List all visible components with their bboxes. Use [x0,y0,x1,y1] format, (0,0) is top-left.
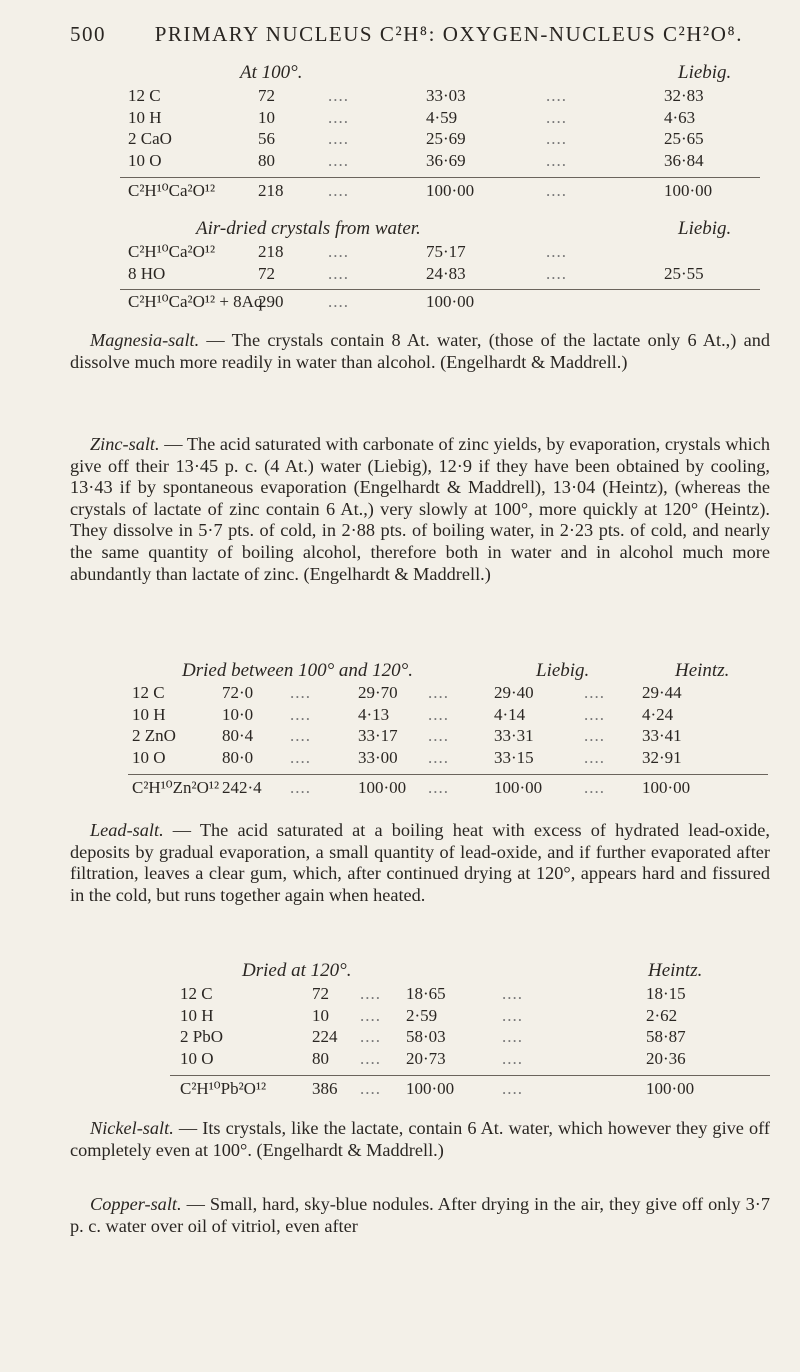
table4-rule [170,1075,770,1076]
leader-dots: .... [502,984,523,1003]
leader-dots: .... [290,778,311,797]
table3-row [132,705,772,727]
table3-cell: 72·0 [222,683,254,702]
table4-cell: 10 [312,1005,329,1025]
leader-dots: .... [428,704,449,724]
table3-row [132,748,772,770]
running-header [70,22,770,47]
leader-dots: .... [328,292,349,311]
table4-row [180,1049,780,1071]
leader-dots: .... [290,704,311,724]
page-number: 500 [70,22,106,46]
copper-salt-paragraph [70,1194,770,1237]
leader-dots: .... [502,1027,523,1046]
lead-salt-lead: Lead-salt. [90,820,164,840]
table2-cell: 25·55 [664,263,704,283]
table3-cell: 12 C [132,683,165,702]
table1-cell: 36·84 [664,150,704,170]
table3-cell: 4·13 [358,704,390,724]
copper-salt-text: — Small, hard, sky-blue nodules. After drying in the air, they give off only 3·7 p. c. water over oil of vitriol, even after [70,1194,770,1236]
table2-cell: 75·17 [426,242,466,261]
table4-total-cell: 100·00 [646,1079,695,1098]
table3-total-cell: 100·00 [642,778,691,797]
table4-cell: 2·62 [646,1005,678,1025]
leader-dots: .... [546,181,567,200]
leader-dots: .... [502,1005,523,1025]
table1-total-cell: 100·00 [426,181,475,200]
table1-rule [120,177,760,178]
table2-cell: 24·83 [426,263,466,283]
table4-heading-heintz: Heintz. [648,960,703,981]
leader-dots: .... [546,86,567,105]
zinc-salt-paragraph [70,434,770,585]
table4-cell: 58·87 [646,1027,686,1046]
leader-dots: .... [502,1048,523,1068]
table2-row [128,242,768,264]
table3-total-cell: 242·4 [222,778,262,797]
table1-cell: 4·63 [664,107,696,127]
leader-dots: .... [360,1079,381,1098]
leader-dots: .... [546,150,567,170]
table1-row [128,129,768,151]
table4-cell: 18·15 [646,984,686,1003]
table3-total-cell: C²H¹⁰Zn²O¹² [132,778,220,797]
table2-cell: 8 HO [128,263,166,283]
table1-cell: 10 [258,107,275,127]
table3-row [132,683,772,705]
leader-dots: .... [328,86,349,105]
table3-row [132,726,772,748]
leader-dots: .... [328,150,349,170]
table3-cell: 33·15 [494,747,534,767]
table1-cell: 10 H [128,107,162,127]
table3-cell: 29·44 [642,683,682,702]
leader-dots: .... [546,129,567,148]
table1-total-cell: 218 [258,181,284,200]
table2-cell: 72 [258,263,275,283]
table1-cell: 25·69 [426,129,466,148]
table1-cell: 56 [258,129,275,148]
table3-total-row [132,778,772,800]
table3-cell: 33·17 [358,726,398,745]
table1-total-row [128,181,768,203]
table4-cell: 20·36 [646,1048,686,1068]
leader-dots: .... [502,1079,523,1098]
table1-total [128,181,768,203]
table3-cell: 33·41 [642,726,682,745]
table3-cell: 32·91 [642,747,682,767]
table4-cell: 80 [312,1048,329,1068]
table4-cell: 10 O [180,1048,214,1068]
copper-salt-lead: Copper-salt. [90,1194,182,1214]
leader-dots: .... [546,242,567,261]
table1-row [128,151,768,173]
table4-total-cell: 100·00 [406,1079,455,1098]
table3-total [132,778,772,800]
table3-total-cell: 100·00 [494,778,543,797]
table1-heading: At 100°. [240,62,303,83]
leader-dots: .... [584,704,605,724]
table4-row [180,1006,780,1028]
table3-total-cell: 100·00 [358,778,407,797]
leader-dots: .... [428,683,449,702]
table4-total [180,1079,780,1101]
table3-heading: Dried between 100° and 120°. [182,660,414,681]
zinc-salt-lead: Zinc-salt. [90,434,160,454]
leader-dots: .... [328,181,349,200]
magnesia-salt-lead: Magnesia-salt. [90,330,200,350]
table4-cell: 20·73 [406,1048,446,1068]
table4-row [180,984,780,1006]
leader-dots: .... [584,683,605,702]
table3-cell: 80·4 [222,726,254,745]
leader-dots: .... [360,984,381,1003]
zinc-salt-text: — The acid saturated with carbonate of zinc yields, by evaporation, crystals which give off their 13·45 p. c. (4 At.) water (Liebig), 12·9 if they have been obtained by cooling, 13·43 if by spontaneous evaporation (Engelhardt & Maddrell), 13·04 (Heintz), (whereas the crystals of lactate of zinc contain 6 At.,) very slowly at 100°, more quickly at 120° (Heintz). They dissolve in 5·7 pts. of cold, in 2·88 pts. of boiling water, in 2·23 pts. of cold, and nearly the same quantity of boiling alcohol, therefore both in water and in alcohol much more abundantly than lactate of zinc. (Engelhardt & Maddrell.) [70,434,770,584]
table1-cell: 80 [258,150,275,170]
leader-dots: .... [328,129,349,148]
table1-heading-liebig: Liebig. [678,62,732,83]
table1-cell: 32·83 [664,86,704,105]
table4-cell: 2 PbO [180,1027,223,1046]
table3-rule [128,774,768,775]
table1-cell: 2 CaO [128,129,172,148]
table2-total-cell: C²H¹⁰Ca²O¹² + 8Aq [128,292,263,311]
leader-dots: .... [328,242,349,261]
leader-dots: .... [584,778,605,797]
running-title: PRIMARY NUCLEUS C²H⁸: OXYGEN-NUCLEUS C²H²O⁸. [154,22,743,46]
lead-salt-paragraph [70,820,770,906]
table2-total-cell: 290 [258,292,284,311]
table3-cell: 29·40 [494,683,534,702]
leader-dots: .... [328,107,349,127]
leader-dots: .... [584,726,605,745]
table4-total-cell: 386 [312,1079,338,1098]
table1-total-cell: 100·00 [664,181,713,200]
table1-cell: 33·03 [426,86,466,105]
table3-rows [132,683,772,769]
leader-dots: .... [360,1027,381,1046]
leader-dots: .... [360,1048,381,1068]
table3-cell: 4·14 [494,704,526,724]
table2-heading-liebig: Liebig. [678,218,732,239]
magnesia-salt-paragraph [70,330,770,373]
table2-total-cell: 100·00 [426,292,475,311]
table2-rule [120,289,760,290]
table4-total-row [180,1079,780,1101]
table1-cell: 36·69 [426,150,466,170]
table3-cell: 2 ZnO [132,726,176,745]
table3-cell: 4·24 [642,704,674,724]
table4-row [180,1027,780,1049]
table4-total-cell: C²H¹⁰Pb²O¹² [180,1079,267,1098]
leader-dots: .... [546,263,567,283]
table4-cell: 58·03 [406,1027,446,1046]
table1-cell: 10 O [128,150,162,170]
leader-dots: .... [290,747,311,767]
table4-heading: Dried at 120°. [242,960,352,981]
table2-cell: C²H¹⁰Ca²O¹² [128,242,216,261]
table3-heading-liebig: Liebig. [536,660,590,681]
table1-total-cell: C²H¹⁰Ca²O¹² [128,181,216,200]
table2-rows [128,242,768,285]
table3-cell: 10·0 [222,704,254,724]
table2-total [128,292,768,314]
leader-dots: .... [428,747,449,767]
table2-heading: Air-dried crystals from water. [196,218,421,239]
table3-cell: 80·0 [222,747,254,767]
leader-dots: .... [290,683,311,702]
leader-dots: .... [328,263,349,283]
table1-cell: 4·59 [426,107,458,127]
table1-row [128,86,768,108]
table3-cell: 29·70 [358,683,398,702]
table3-cell: 33·31 [494,726,534,745]
table4-cell: 224 [312,1027,338,1046]
table3-heading-heintz: Heintz. [675,660,730,681]
table1-cell: 12 C [128,86,161,105]
leader-dots: .... [428,726,449,745]
table2-cell: 218 [258,242,284,261]
leader-dots: .... [290,726,311,745]
table4-cell: 2·59 [406,1005,438,1025]
table2-total-row [128,292,768,314]
nickel-salt-lead: Nickel-salt. [90,1118,174,1138]
leader-dots: .... [584,747,605,767]
table1-rows [128,86,768,172]
table1-row [128,108,768,130]
table4-cell: 18·65 [406,984,446,1003]
leader-dots: .... [428,778,449,797]
table1-cell: 25·65 [664,129,704,148]
magnesia-salt-text: — The crystals contain 8 At. water, (those of the lactate only 6 At.,) and dissolve much more readily in water than alcohol. (Engelhardt & Maddrell.) [70,330,770,372]
table2-row [128,264,768,286]
table4-rows [180,984,780,1070]
lead-salt-text: — The acid saturated at a boiling heat with excess of hydrated lead-oxide, deposits by gradual evaporation, a small quantity of lead-oxide, and if further evaporated after filtration, leaves a clear gum, which, after continued drying at 120°, appears hard and fissured in the cold, but runs together again when heated. [70,820,770,905]
table4-cell: 12 C [180,984,213,1003]
table4-cell: 10 H [180,1005,214,1025]
table3-cell: 10 O [132,747,166,767]
table3-cell: 33·00 [358,747,398,767]
leader-dots: .... [546,107,567,127]
nickel-salt-paragraph [70,1118,770,1161]
table1-cell: 72 [258,86,275,105]
nickel-salt-text: — Its crystals, like the lactate, contain 6 At. water, which however they give off completely even at 100°. (Engelhardt & Maddrell.) [70,1118,770,1160]
leader-dots: .... [360,1005,381,1025]
table3-cell: 10 H [132,704,166,724]
table4-cell: 72 [312,984,329,1003]
